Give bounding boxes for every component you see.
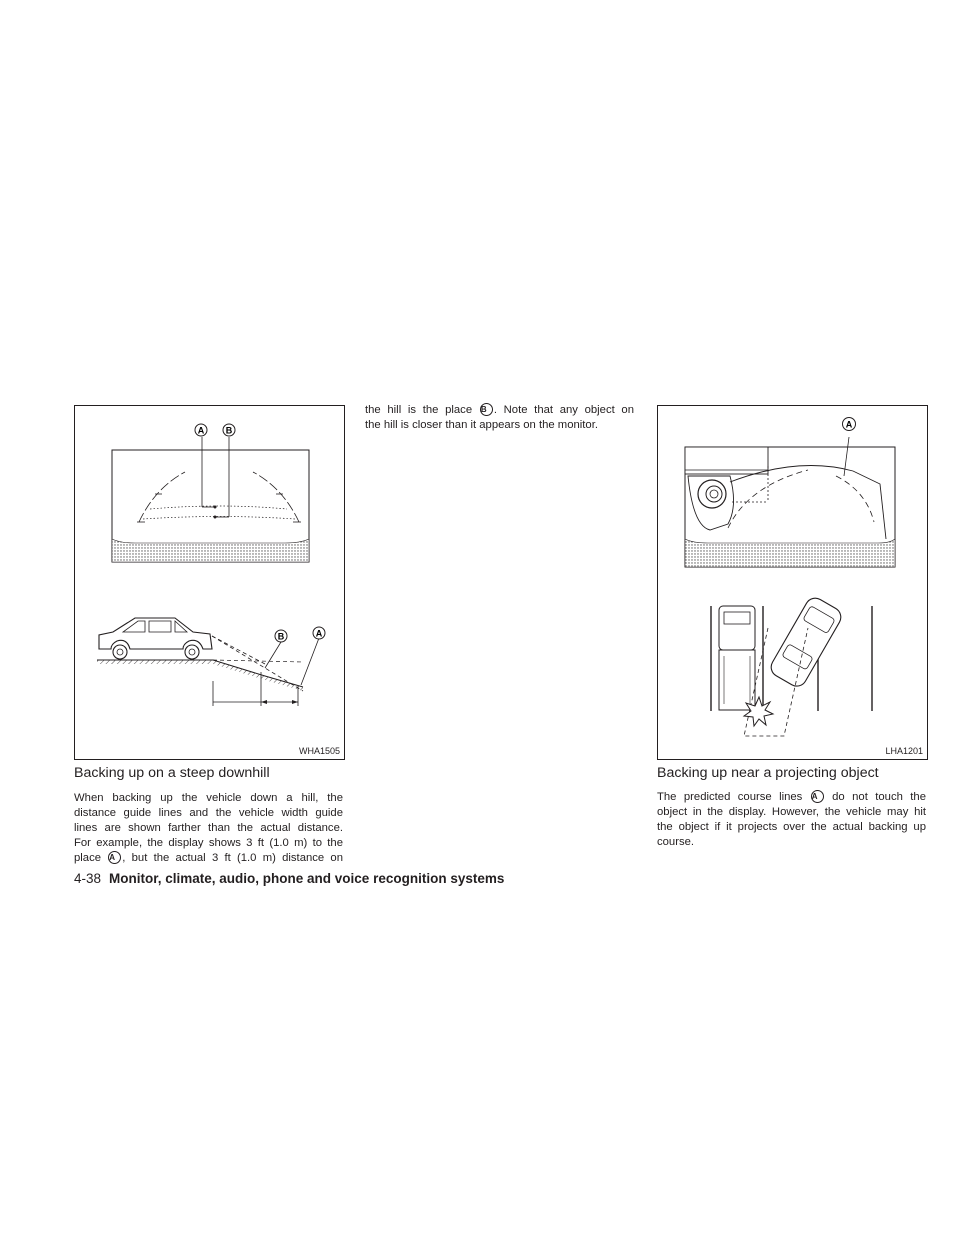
paragraph-continued	[365, 403, 634, 433]
figure-projecting-object	[657, 405, 928, 760]
paragraph-line: course.	[657, 836, 695, 848]
figure-steep-downhill	[74, 405, 345, 760]
paragraph-line: For example, the display shows 3 ft (1.0 m) to the	[74, 837, 343, 849]
paragraph-line: the object if it projects over the actual backing up	[657, 821, 926, 833]
section-heading-steep-downhill: Backing up on a steep downhill	[74, 765, 270, 781]
projecting-object-illustration	[658, 406, 927, 759]
callout-a-marker: A	[811, 790, 824, 803]
parking-diagram	[711, 595, 872, 736]
callout-b-marker: B	[480, 403, 493, 416]
paragraph-line: When backing up the vehicle down a hill, the	[74, 792, 343, 804]
svg-text:A: A	[315, 628, 323, 639]
page-footer	[74, 871, 504, 886]
paragraph-line: lines are shown farther than the actual distance.	[74, 822, 343, 834]
svg-text:A: A	[197, 425, 205, 436]
monitor-display	[112, 437, 309, 562]
paragraph-projecting-object	[657, 790, 926, 850]
callout-a-icon	[313, 627, 325, 639]
callout-a-icon	[843, 418, 856, 431]
sedan-on-hill	[97, 618, 319, 706]
callout-b-icon	[223, 424, 235, 436]
downhill-illustration	[75, 406, 344, 759]
section-heading-projecting-object: Backing up near a projecting object	[657, 765, 879, 781]
svg-text:A: A	[845, 419, 853, 430]
paragraph-line: the hill is closer than it appears on the monitor.	[365, 419, 598, 431]
page-number: 4-38	[74, 871, 102, 886]
callout-a-marker: A	[108, 851, 121, 864]
paragraph-line	[657, 790, 926, 805]
callout-a-icon	[195, 424, 207, 436]
text-fragment: , but the actual 3 ft (1.0 m) distance on	[122, 852, 344, 864]
svg-text:B: B	[277, 631, 285, 642]
paragraph-line	[365, 403, 634, 418]
paragraph-line: object in the display. However, the vehicle may hit	[657, 806, 926, 818]
chapter-title: Monitor, climate, audio, phone and voice recognition systems	[109, 871, 505, 886]
callout-b-icon	[275, 630, 287, 642]
paragraph-steep-downhill	[74, 791, 343, 866]
text-fragment: do not touch the	[824, 791, 926, 803]
svg-text:B: B	[225, 425, 233, 436]
paragraph-line: distance guide lines and the vehicle width guide	[74, 807, 343, 819]
text-fragment: . Note that any object on	[493, 404, 634, 416]
paragraph-line	[74, 851, 343, 866]
figure-code: WHA1505	[298, 746, 340, 756]
text-fragment: place	[74, 852, 108, 864]
figure-code: LHA1201	[885, 746, 923, 756]
text-fragment: the hill is the place	[365, 404, 479, 416]
monitor-display	[685, 437, 895, 567]
text-fragment: The predicted course lines	[657, 791, 810, 803]
